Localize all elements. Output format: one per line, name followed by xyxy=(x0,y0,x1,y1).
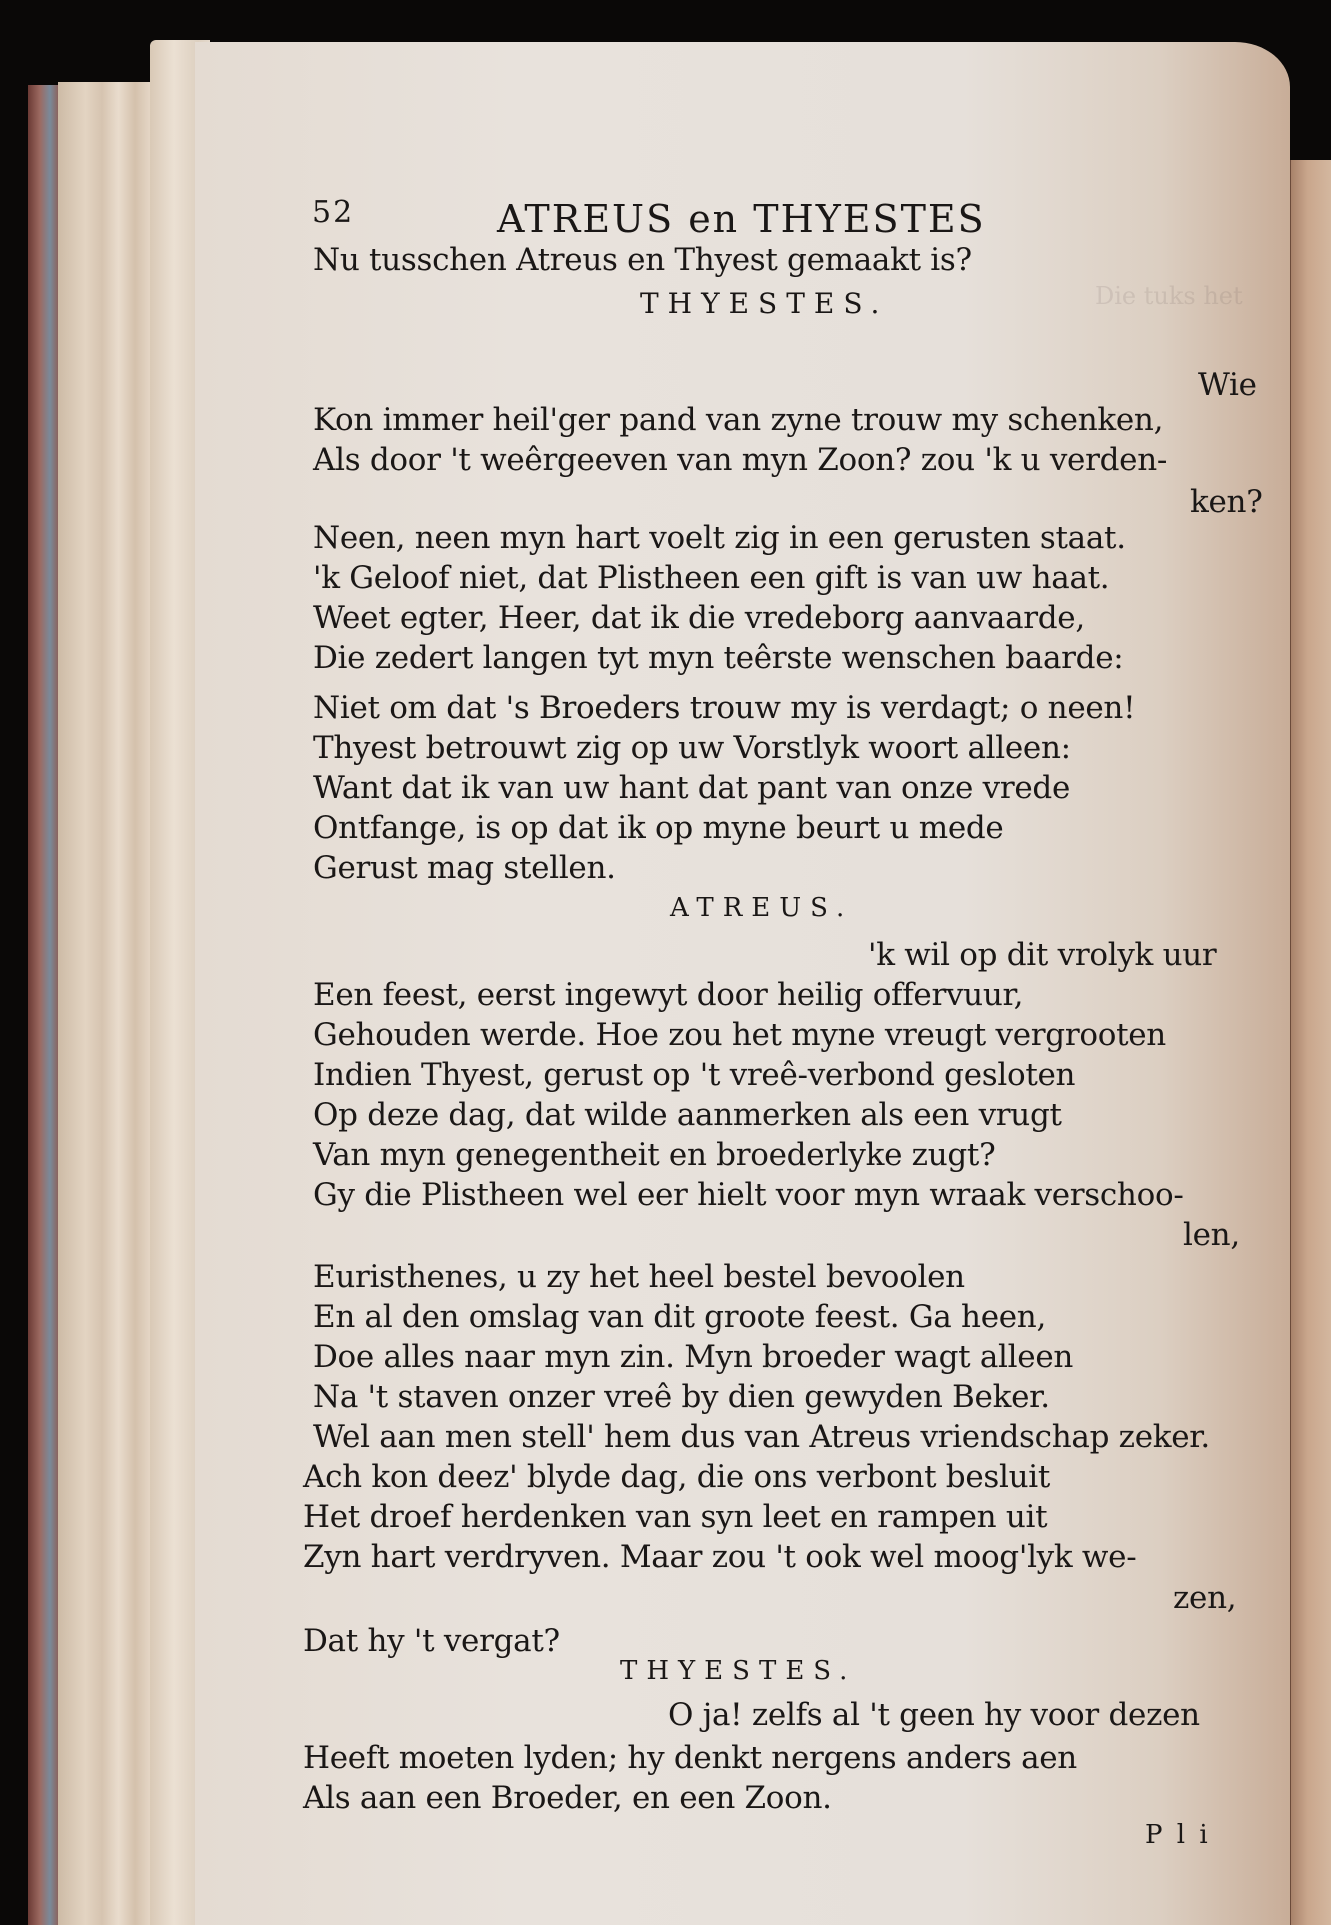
verse-line: zen, xyxy=(1173,1580,1237,1616)
verse-line: Het droef herdenken van syn leet en rampen uit xyxy=(303,1499,1048,1535)
running-head: ATREUS en THYESTES xyxy=(497,197,986,241)
verse-line: Een feest, eerst ingewyt door heilig offervuur, xyxy=(313,977,1024,1013)
verse-line: Doe alles naar myn zin. Myn broeder wagt alleen xyxy=(313,1339,1074,1375)
verse-line: O ja! zelfs al 't geen hy voor dezen xyxy=(668,1697,1200,1733)
verse-line: Als door 't weêrgeeven van myn Zoon? zou 'k u verden- xyxy=(313,442,1168,478)
page-number: 52 xyxy=(312,195,355,230)
verse-line: Wie xyxy=(1198,367,1257,403)
verse-line: Niet om dat 's Broeders trouw my is verdagt; o neen! xyxy=(313,690,1136,726)
facing-page-edge xyxy=(1290,160,1331,1925)
verse-line: Nu tusschen Atreus en Thyest gemaakt is? xyxy=(313,242,972,278)
speaker-name: ATREUS. xyxy=(670,893,854,923)
signature-mark: P l i xyxy=(1145,1820,1211,1850)
speaker-name: THYESTES. xyxy=(640,287,889,320)
verse-line: Dat hy 't vergat? xyxy=(303,1623,560,1659)
verse-line: Van myn genegentheit en broederlyke zugt? xyxy=(313,1137,996,1173)
verse-line: Ach kon deez' blyde dag, die ons verbont besluit xyxy=(303,1459,1051,1495)
verse-line: Ontfange, is op dat ik op myne beurt u mede xyxy=(313,810,1004,846)
verse-line: Die zedert langen tyt myn teêrste wenschen baarde: xyxy=(313,640,1124,676)
verse-line: ken? xyxy=(1190,484,1263,520)
verse-line: Op deze dag, dat wilde aanmerken als een vrugt xyxy=(313,1097,1062,1133)
verse-line: Euristhenes, u zy het heel bestel bevoolen xyxy=(313,1259,965,1295)
verse-line: Thyest betrouwt zig op uw Vorstlyk woort alleen: xyxy=(313,730,1071,766)
bleed-through-text: Die tuks het xyxy=(1095,282,1243,310)
verse-line: Kon immer heil'ger pand van zyne trouw my schenken, xyxy=(313,402,1164,438)
verse-line: Indien Thyest, gerust op 't vreê-verbond gesloten xyxy=(313,1057,1076,1093)
verse-line: Als aan een Broeder, en een Zoon. xyxy=(303,1780,832,1816)
verse-line: 'k wil op dit vrolyk uur xyxy=(868,937,1217,973)
verse-line: Zyn hart verdryven. Maar zou 't ook wel moog'lyk we- xyxy=(303,1539,1137,1575)
verse-line: Want dat ik van uw hant dat pant van onze vrede xyxy=(313,770,1070,806)
verse-line: Gy die Plistheen wel eer hielt voor myn wraak verschoo- xyxy=(313,1177,1184,1213)
verse-line: Heeft moeten lyden; hy denkt nergens anders aen xyxy=(303,1740,1077,1776)
verse-line: Weet egter, Heer, dat ik die vredeborg aanvaarde, xyxy=(313,600,1085,636)
verse-line: Gerust mag stellen. xyxy=(313,850,616,886)
verse-line: Gehouden werde. Hoe zou het myne vreugt vergrooten xyxy=(313,1017,1166,1053)
speaker-name: THYESTES. xyxy=(620,1656,857,1686)
verse-line: Neen, neen myn hart voelt zig in een gerusten staat. xyxy=(313,520,1126,556)
verse-line: Na 't staven onzer vreê by dien gewyden Beker. xyxy=(313,1379,1050,1415)
verse-line: Wel aan men stell' hem dus van Atreus vriendschap zeker. xyxy=(313,1419,1210,1455)
verse-line: 'k Geloof niet, dat Plistheen een gift is van uw haat. xyxy=(313,560,1110,596)
verse-line: len, xyxy=(1183,1217,1240,1253)
verse-line: En al den omslag van dit groote feest. Ga heen, xyxy=(313,1299,1047,1335)
